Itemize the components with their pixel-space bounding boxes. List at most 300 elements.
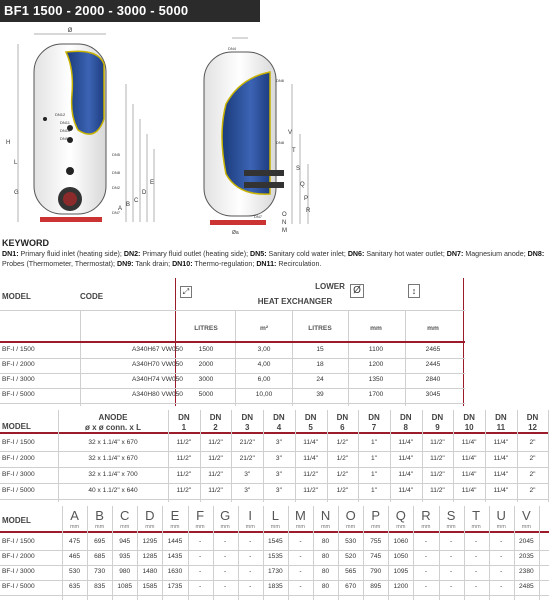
svg-text:S: S bbox=[296, 166, 301, 172]
col-divider bbox=[388, 506, 389, 600]
dn-header: DN bbox=[463, 413, 475, 422]
svg-text:DN8: DN8 bbox=[276, 140, 285, 145]
dn-number: 12 bbox=[528, 423, 537, 432]
t3-cell: 1585 bbox=[142, 583, 158, 590]
page-title: BF1 1500 - 2000 - 3000 - 5000 bbox=[4, 3, 189, 18]
t2-cell: 21/2" bbox=[239, 439, 255, 446]
t3-cell: 530 bbox=[345, 538, 357, 545]
dn-header: DN bbox=[178, 413, 190, 422]
dn-number: 2 bbox=[213, 423, 218, 432]
col-divider bbox=[263, 506, 264, 600]
row-divider bbox=[0, 467, 549, 468]
svg-text:DN8: DN8 bbox=[112, 170, 121, 175]
t1-cell: 1200 bbox=[368, 361, 384, 368]
col-divider bbox=[453, 410, 454, 502]
t3-cell: - bbox=[475, 538, 478, 545]
col-divider bbox=[485, 410, 486, 502]
t3-cell: - bbox=[299, 583, 302, 590]
t3-cell: 465 bbox=[69, 553, 81, 560]
keyword-desc: Tank drain; bbox=[133, 260, 173, 268]
t2-cell: 11/2" bbox=[208, 439, 223, 446]
svg-text:P: P bbox=[304, 196, 309, 202]
col-divider bbox=[263, 410, 264, 502]
dn-number: 4 bbox=[276, 423, 282, 432]
t3-cell: BF-I / 1500 bbox=[2, 538, 35, 545]
t2-cell: 11/4" bbox=[461, 487, 477, 494]
t2-cell: 11/2" bbox=[176, 455, 192, 462]
t1-cell: 1500 bbox=[198, 346, 214, 353]
keyword-code: DN10: bbox=[172, 260, 193, 268]
dn-header: DN bbox=[526, 413, 539, 422]
t2-cell: 40 x 1.1/2" x 640 bbox=[88, 487, 138, 494]
row-divider bbox=[0, 595, 549, 596]
t2-cell: 11/2" bbox=[430, 455, 445, 462]
svg-text:Øa: Øa bbox=[232, 230, 239, 236]
row-divider bbox=[0, 550, 549, 551]
col-divider bbox=[288, 506, 289, 600]
svg-text:R: R bbox=[306, 208, 311, 214]
t2-cell: 11/2" bbox=[430, 487, 445, 494]
t2-cell: 11/4" bbox=[398, 487, 414, 494]
t3-cell: 1480 bbox=[142, 568, 158, 575]
t2-cell: 1" bbox=[371, 487, 378, 494]
dimension-unit: mm bbox=[295, 524, 306, 530]
t3-cell: 935 bbox=[119, 553, 131, 560]
t1-cell: 24 bbox=[316, 376, 324, 383]
t3-cell: - bbox=[198, 568, 202, 575]
t2-cell: 3" bbox=[275, 439, 282, 446]
t2-cell: 3" bbox=[244, 487, 251, 494]
row-divider bbox=[0, 358, 465, 359]
dn-header: DN bbox=[336, 413, 349, 422]
svg-text:DN5: DN5 bbox=[112, 152, 121, 157]
t3-cell: 1445 bbox=[167, 538, 183, 545]
svg-text:L: L bbox=[14, 160, 18, 166]
t2-cell: 11/4" bbox=[493, 471, 509, 478]
row-divider bbox=[0, 483, 549, 484]
t3-cell: 755 bbox=[370, 538, 382, 545]
t2-cell: 3" bbox=[244, 471, 251, 478]
svg-text:N: N bbox=[282, 220, 287, 226]
dimension-letter: F bbox=[196, 508, 205, 523]
t2-cell: 11/2" bbox=[208, 471, 223, 478]
t1-cell: 15 bbox=[316, 346, 324, 353]
t2-cell: 32 x 1.1/4" x 670 bbox=[88, 455, 138, 462]
dimension-letter: T bbox=[472, 508, 481, 523]
t3-cell: - bbox=[449, 568, 453, 575]
svg-text:Q: Q bbox=[300, 182, 305, 188]
dn-number: 11 bbox=[496, 423, 506, 432]
dn-number: 7 bbox=[371, 423, 377, 432]
t3-cell: 80 bbox=[321, 538, 330, 545]
dn-header: DN bbox=[368, 413, 380, 422]
col-divider bbox=[112, 506, 113, 600]
t3-cell: 530 bbox=[69, 568, 81, 575]
keyword-desc: Primary fluid inlet (heating side); bbox=[18, 250, 124, 258]
table-dimensions bbox=[0, 506, 549, 600]
t1-unit: mm bbox=[427, 325, 439, 332]
t3-cell: 1085 bbox=[117, 583, 133, 590]
svg-text:DN6: DN6 bbox=[276, 78, 285, 83]
svg-text:DN9: DN9 bbox=[60, 136, 69, 141]
dimension-unit: mm bbox=[320, 524, 331, 530]
dimension-letter: R bbox=[421, 508, 431, 523]
t3-cell: - bbox=[475, 568, 478, 575]
dimension-letter: N bbox=[320, 508, 331, 523]
t3-cell: 835 bbox=[94, 583, 106, 590]
dimension-unit: mm bbox=[170, 524, 180, 530]
t1-unit: mm bbox=[370, 325, 382, 332]
keyword-desc: Sanitary cold water inlet; bbox=[266, 250, 348, 258]
dimension-letter: L bbox=[271, 508, 279, 523]
t2-cell: 11/2" bbox=[176, 439, 192, 446]
row-divider bbox=[0, 403, 465, 404]
t2-cell: 11/2" bbox=[176, 471, 192, 478]
dn-header: DN bbox=[431, 413, 444, 422]
col-divider bbox=[62, 506, 63, 600]
t3-cell: - bbox=[299, 538, 302, 545]
t2-cell: 11/2" bbox=[303, 487, 318, 494]
svg-text:DN7: DN7 bbox=[254, 214, 263, 219]
keyword-code: DN5: bbox=[250, 250, 267, 258]
dimension-unit: mm bbox=[120, 524, 130, 530]
t3-cell: - bbox=[449, 538, 453, 545]
t2-cell: 11/2" bbox=[208, 487, 223, 494]
t3-cell: - bbox=[424, 568, 428, 575]
t3-cell: 790 bbox=[370, 568, 382, 575]
row-divider bbox=[0, 451, 549, 452]
svg-text:DN4: DN4 bbox=[228, 46, 237, 51]
t3-cell: 1095 bbox=[393, 568, 409, 575]
t2-cell: 1/2" bbox=[336, 471, 349, 478]
dimension-letter: P bbox=[371, 508, 381, 523]
t1-cell: 1350 bbox=[368, 376, 384, 383]
t1-model-header: MODEL bbox=[2, 292, 31, 301]
t3-cell: 1285 bbox=[142, 553, 158, 560]
t2-anode-header: ANODE bbox=[98, 413, 128, 422]
t3-cell: 1295 bbox=[142, 538, 158, 545]
keyword-desc: Magnesium anode; bbox=[463, 250, 528, 258]
keyword-desc: Primary fluid outlet (heating side); bbox=[140, 250, 251, 258]
t3-cell: 895 bbox=[370, 583, 382, 590]
t2-cell: 11/2" bbox=[176, 487, 192, 494]
t2-cell: 11/4" bbox=[398, 471, 414, 478]
dimension-letter: V bbox=[522, 508, 531, 523]
svg-text:D: D bbox=[142, 190, 147, 196]
svg-text:E: E bbox=[150, 180, 155, 186]
t2-model-header: MODEL bbox=[2, 422, 31, 431]
svg-text:DN11: DN11 bbox=[60, 120, 70, 125]
dimension-unit: mm bbox=[270, 524, 280, 530]
col-divider bbox=[514, 506, 515, 600]
dimension-unit: mm bbox=[446, 524, 456, 530]
t3-cell: 695 bbox=[94, 538, 106, 545]
dimension-letter: A bbox=[70, 508, 79, 523]
dn-number: 10 bbox=[464, 423, 474, 432]
t3-cell: 80 bbox=[321, 568, 330, 575]
keyword-code: DN7: bbox=[446, 250, 464, 258]
dn-number: 9 bbox=[435, 423, 440, 432]
t1-cell: 39 bbox=[316, 391, 324, 398]
col-divider bbox=[439, 506, 440, 600]
t3-cell: 635 bbox=[69, 583, 81, 590]
t3-cell: 1545 bbox=[268, 538, 283, 545]
keyword-desc: Probes (Thermometer, Thermostat); bbox=[2, 260, 117, 268]
dimension-unit: mm bbox=[195, 524, 205, 530]
dimension-letter: Q bbox=[395, 508, 406, 523]
t3-cell: 670 bbox=[345, 583, 357, 590]
t2-cell: 3" bbox=[275, 455, 282, 462]
t2-cell: 11/2" bbox=[303, 471, 318, 478]
t2-cell: 1" bbox=[371, 439, 378, 446]
t1-cell: BF-I / 5000 bbox=[2, 391, 35, 398]
t3-cell: 1060 bbox=[393, 538, 409, 545]
table-connections bbox=[0, 410, 549, 502]
dimension-unit: mm bbox=[471, 524, 481, 530]
dn-number: 8 bbox=[403, 423, 408, 432]
t2-cell: 1/2" bbox=[336, 487, 349, 494]
row-divider bbox=[0, 373, 465, 374]
t1-unit: LITRES bbox=[308, 325, 332, 332]
t3-cell: - bbox=[500, 538, 503, 545]
t3-cell: 730 bbox=[94, 568, 106, 575]
svg-text:DN7: DN7 bbox=[112, 210, 121, 215]
t3-cell: - bbox=[249, 583, 252, 590]
col-divider bbox=[338, 506, 339, 600]
dimension-unit: mm bbox=[346, 524, 356, 530]
t2-cell: 11/4" bbox=[493, 455, 509, 462]
keyword-code: DN8: bbox=[527, 250, 545, 258]
t1-lower-header: LOWER bbox=[315, 282, 345, 291]
t2-cell: 2" bbox=[529, 439, 536, 446]
t3-cell: 2045 bbox=[519, 538, 534, 545]
dn-header: DN bbox=[304, 413, 317, 422]
t3-cell: 520 bbox=[345, 553, 357, 560]
t3-cell: 1050 bbox=[393, 553, 409, 560]
t1-cell: A340H67 VW050 bbox=[132, 346, 183, 353]
keyword-code: DN2: bbox=[123, 250, 141, 258]
t2-anode-sub: ø x ø conn. x L bbox=[84, 423, 141, 432]
svg-text:DN12: DN12 bbox=[55, 112, 66, 117]
t2-cell: 11/4" bbox=[493, 439, 509, 446]
dimension-unit: mm bbox=[220, 524, 230, 530]
svg-text:T: T bbox=[292, 148, 296, 154]
svg-text:B: B bbox=[126, 202, 131, 208]
t3-cell: 1835 bbox=[268, 583, 283, 590]
keyword-code: DN6: bbox=[347, 250, 365, 258]
dn-header: DN bbox=[399, 413, 412, 422]
t2-cell: 32 x 1.1/4" x 670 bbox=[88, 439, 138, 446]
t2-cell: BF-I / 3000 bbox=[2, 471, 35, 478]
dimension-letter: I bbox=[248, 508, 253, 523]
t1-cell: 2465 bbox=[425, 346, 441, 353]
t3-cell: - bbox=[449, 583, 453, 590]
t1-cell: 10,00 bbox=[255, 391, 273, 398]
t3-cell: - bbox=[198, 583, 202, 590]
col-divider bbox=[390, 410, 391, 502]
dimension-unit: mm bbox=[145, 524, 155, 530]
t2-cell: 11/4" bbox=[398, 455, 414, 462]
col-divider bbox=[137, 506, 138, 600]
t2-cell: 21/2" bbox=[239, 455, 255, 462]
t3-cell: - bbox=[299, 553, 302, 560]
t3-cell: 1535 bbox=[268, 553, 283, 560]
diameter-label: Ø bbox=[67, 28, 73, 34]
svg-text:O: O bbox=[282, 212, 287, 218]
t3-cell: - bbox=[224, 583, 227, 590]
t1-cell: 18 bbox=[316, 361, 324, 368]
t3-cell: 980 bbox=[119, 568, 131, 575]
t2-cell: BF-I / 5000 bbox=[2, 487, 35, 494]
t2-cell: 3" bbox=[275, 487, 282, 494]
col-divider bbox=[238, 506, 239, 600]
t3-cell: - bbox=[424, 553, 428, 560]
svg-text:DN10: DN10 bbox=[60, 128, 71, 133]
tank-section-view bbox=[204, 38, 311, 236]
svg-text:A: A bbox=[118, 206, 123, 212]
dimension-unit: mm bbox=[421, 524, 431, 530]
t3-cell: - bbox=[500, 568, 503, 575]
t3-cell: - bbox=[249, 568, 252, 575]
table-general bbox=[0, 278, 549, 408]
keyword-title: KEYWORD bbox=[2, 238, 49, 248]
col-divider bbox=[168, 410, 169, 502]
t3-cell: 1735 bbox=[167, 583, 183, 590]
dimension-letter: B bbox=[95, 508, 104, 523]
dn-header: DN bbox=[495, 413, 507, 422]
dimension-unit: mm bbox=[496, 524, 506, 530]
t3-cell: - bbox=[198, 538, 202, 545]
dimension-unit: mm bbox=[396, 524, 406, 530]
t3-cell: - bbox=[424, 538, 428, 545]
t2-cell: 1" bbox=[371, 471, 378, 478]
row-divider bbox=[0, 499, 549, 500]
t3-cell: 1630 bbox=[167, 568, 183, 575]
svg-text:M: M bbox=[282, 228, 287, 234]
t3-cell: BF-I / 2000 bbox=[2, 553, 35, 560]
t1-cell: 2840 bbox=[425, 376, 441, 383]
t3-cell: - bbox=[500, 553, 503, 560]
t2-cell: 11/4" bbox=[461, 439, 477, 446]
row-divider bbox=[0, 580, 549, 581]
row-divider bbox=[0, 388, 465, 389]
keyword-desc: Sanitary hot water outlet; bbox=[364, 250, 447, 258]
t3-cell: - bbox=[224, 538, 227, 545]
t1-heat-exchanger-header: HEAT EXCHANGER bbox=[257, 297, 333, 306]
t2-cell: 11/4" bbox=[461, 455, 477, 462]
t3-cell: BF-I / 3000 bbox=[2, 568, 35, 575]
t2-cell: 11/2" bbox=[430, 471, 445, 478]
t3-cell: 1200 bbox=[393, 583, 409, 590]
dn-header: DN bbox=[209, 413, 222, 422]
keyword-desc: Thermo-regulation; bbox=[192, 260, 257, 268]
col-divider bbox=[464, 506, 465, 600]
t3-cell: 1730 bbox=[268, 568, 283, 575]
col-divider bbox=[200, 410, 201, 502]
t1-cell: BF-I / 1500 bbox=[2, 346, 35, 353]
technical-drawings bbox=[0, 24, 549, 236]
diameter-icon: Ø bbox=[350, 284, 364, 298]
t1-cell: A340H70 VW050 bbox=[132, 361, 183, 368]
col-divider bbox=[87, 506, 88, 600]
t2-cell: 3" bbox=[275, 471, 282, 478]
t2-cell: 11/4" bbox=[493, 487, 509, 494]
t3-cell: - bbox=[224, 553, 227, 560]
t3-cell: 685 bbox=[94, 553, 106, 560]
dn-header: DN bbox=[273, 413, 285, 422]
t3-cell: - bbox=[449, 553, 453, 560]
t3-model-header: MODEL bbox=[2, 516, 31, 525]
t1-cell: BF-I / 2000 bbox=[2, 361, 35, 368]
t1-cell: 6,00 bbox=[257, 376, 271, 383]
t3-cell: - bbox=[249, 553, 252, 560]
t1-code-header: CODE bbox=[80, 292, 104, 301]
t3-cell: 565 bbox=[345, 568, 357, 575]
t3-cell: - bbox=[475, 583, 478, 590]
keyword-code: DN9: bbox=[116, 260, 134, 268]
t2-cell: 2" bbox=[529, 455, 536, 462]
t1-cell: A340H80 VW050 bbox=[132, 391, 183, 398]
t3-cell: 2380 bbox=[519, 568, 534, 575]
t3-cell: - bbox=[424, 583, 428, 590]
t1-cell: 3045 bbox=[425, 391, 441, 398]
t3-cell: 745 bbox=[370, 553, 382, 560]
dimension-unit: mm bbox=[69, 524, 80, 530]
svg-text:DN2: DN2 bbox=[112, 185, 121, 190]
t1-cell: 3000 bbox=[198, 376, 214, 383]
dimension-letter: E bbox=[170, 508, 180, 523]
dimension-letter: C bbox=[120, 508, 130, 523]
t2-cell: BF-I / 1500 bbox=[2, 439, 35, 446]
dn-number: 1 bbox=[181, 423, 187, 432]
t2-cell: 1" bbox=[371, 455, 378, 462]
tank-front-view bbox=[6, 28, 154, 222]
dn-number: 3 bbox=[245, 423, 250, 432]
t3-cell: 80 bbox=[321, 553, 330, 560]
t2-cell: 11/4" bbox=[303, 439, 318, 446]
keyword-desc: Recirculation. bbox=[276, 260, 322, 268]
t3-cell: 1435 bbox=[167, 553, 183, 560]
t1-cell: 1700 bbox=[368, 391, 384, 398]
svg-text:G: G bbox=[14, 190, 19, 196]
col-divider bbox=[358, 410, 359, 502]
col-divider bbox=[363, 506, 364, 600]
t3-cell: - bbox=[198, 553, 202, 560]
col-divider bbox=[188, 506, 189, 600]
t2-cell: 11/2" bbox=[208, 455, 223, 462]
col-divider bbox=[489, 506, 490, 600]
col-divider bbox=[295, 410, 296, 502]
t2-cell: 1/2" bbox=[336, 439, 349, 446]
col-divider bbox=[162, 506, 163, 600]
t1-cell: 5000 bbox=[198, 391, 214, 398]
dimension-letter: D bbox=[145, 508, 155, 523]
svg-text:C: C bbox=[134, 198, 139, 204]
col-divider bbox=[539, 506, 540, 600]
col-divider bbox=[517, 410, 518, 502]
dn-number: 5 bbox=[308, 423, 313, 432]
t1-unit: LITRES bbox=[194, 325, 218, 332]
col-divider bbox=[58, 410, 59, 502]
t1-cell: BF-I / 3000 bbox=[2, 376, 35, 383]
svg-text:DN1: DN1 bbox=[276, 170, 285, 175]
title-bar bbox=[0, 0, 260, 22]
dimension-letter: U bbox=[496, 508, 506, 523]
col-divider bbox=[413, 506, 414, 600]
t2-cell: 11/4" bbox=[461, 471, 477, 478]
col-divider bbox=[422, 410, 423, 502]
col-divider bbox=[327, 410, 328, 502]
